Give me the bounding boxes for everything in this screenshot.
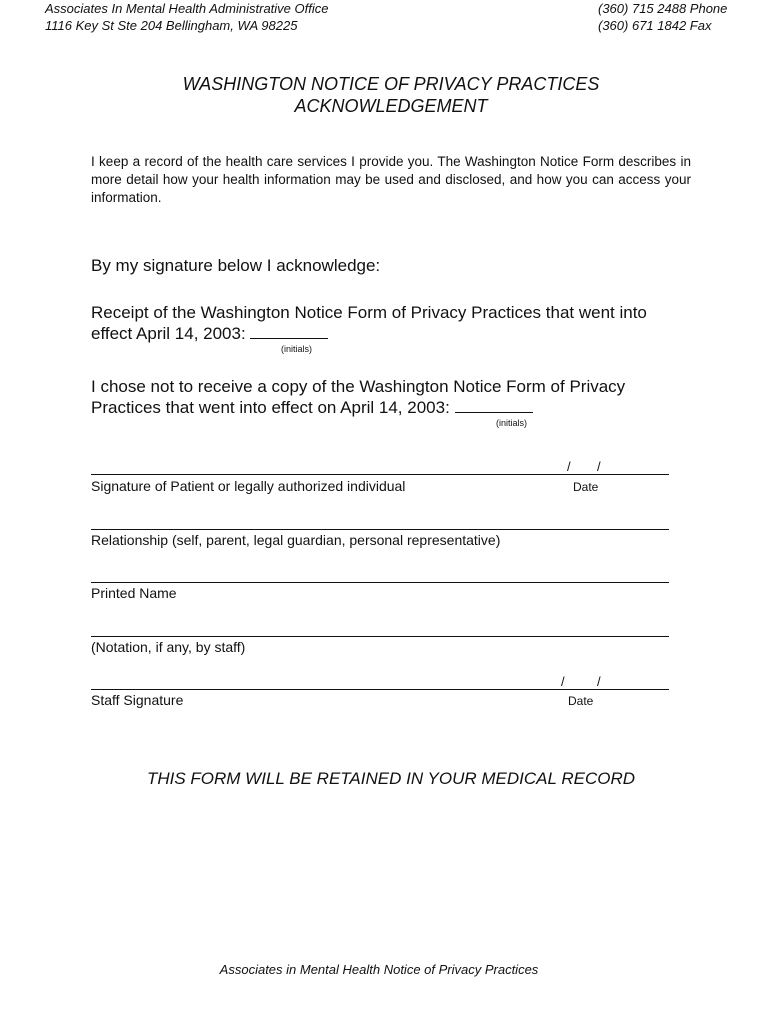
- patient-signature-line[interactable]: [91, 474, 669, 475]
- retention-notice: THIS FORM WILL BE RETAINED IN YOUR MEDICAL RECORD: [146, 769, 636, 788]
- notation-line[interactable]: [91, 636, 669, 637]
- staff-date-slash-1: /: [561, 674, 565, 689]
- office-address: 1116 Key St Ste 204 Bellingham, WA 98225: [45, 18, 298, 33]
- staff-signature-label: Staff Signature: [91, 692, 184, 708]
- patient-date-slash-2: /: [597, 459, 601, 474]
- intro-paragraph: I keep a record of the health care services I provide you. The Washington Notice Form describes in more detail how your health information may be used and disclosed, and how you can access your information.: [91, 154, 691, 205]
- printed-name-label: Printed Name: [91, 585, 177, 601]
- receipt-initials-label: (initials): [281, 344, 313, 354]
- decline-statement-line2: [91, 397, 533, 418]
- notation-label: (Notation, if any, by staff): [91, 639, 246, 655]
- acknowledge-heading: By my signature below I acknowledge:: [91, 256, 381, 275]
- decline-statement-line1: I chose not to receive a copy of the Washington Notice Form of Privacy: [91, 377, 626, 396]
- office-name: Associates In Mental Health Administrative Office: [45, 1, 329, 16]
- staff-signature-line[interactable]: [91, 689, 669, 690]
- office-fax: (360) 671 1842 Fax: [598, 18, 712, 33]
- receipt-initials-blank[interactable]: [250, 324, 328, 339]
- relationship-label: Relationship (self, parent, legal guardian, personal representative): [91, 532, 501, 548]
- decline-initials-blank[interactable]: [455, 398, 533, 413]
- page-footer: Associates in Mental Health Notice of Privacy Practices: [219, 962, 539, 977]
- decline-statement-text: Practices that went into effect on April 14, 2003:: [91, 398, 450, 417]
- relationship-line[interactable]: [91, 529, 669, 530]
- form-title-line2: ACKNOWLEDGEMENT: [294, 96, 488, 116]
- staff-date-slash-2: /: [597, 674, 601, 689]
- receipt-statement-text: effect April 14, 2003:: [91, 324, 246, 343]
- receipt-statement-line1: Receipt of the Washington Notice Form of Privacy Practices that went into: [91, 303, 647, 322]
- patient-date-slash-1: /: [567, 459, 571, 474]
- receipt-statement-line2: [91, 323, 328, 344]
- office-phone: (360) 715 2488 Phone: [598, 1, 728, 16]
- patient-signature-label: Signature of Patient or legally authorized individual: [91, 478, 406, 494]
- decline-initials-label: (initials): [496, 418, 528, 428]
- patient-date-label: Date: [573, 480, 599, 494]
- printed-name-line[interactable]: [91, 582, 669, 583]
- staff-date-label: Date: [568, 694, 594, 708]
- form-title-line1: WASHINGTON NOTICE OF PRIVACY PRACTICES: [182, 74, 600, 94]
